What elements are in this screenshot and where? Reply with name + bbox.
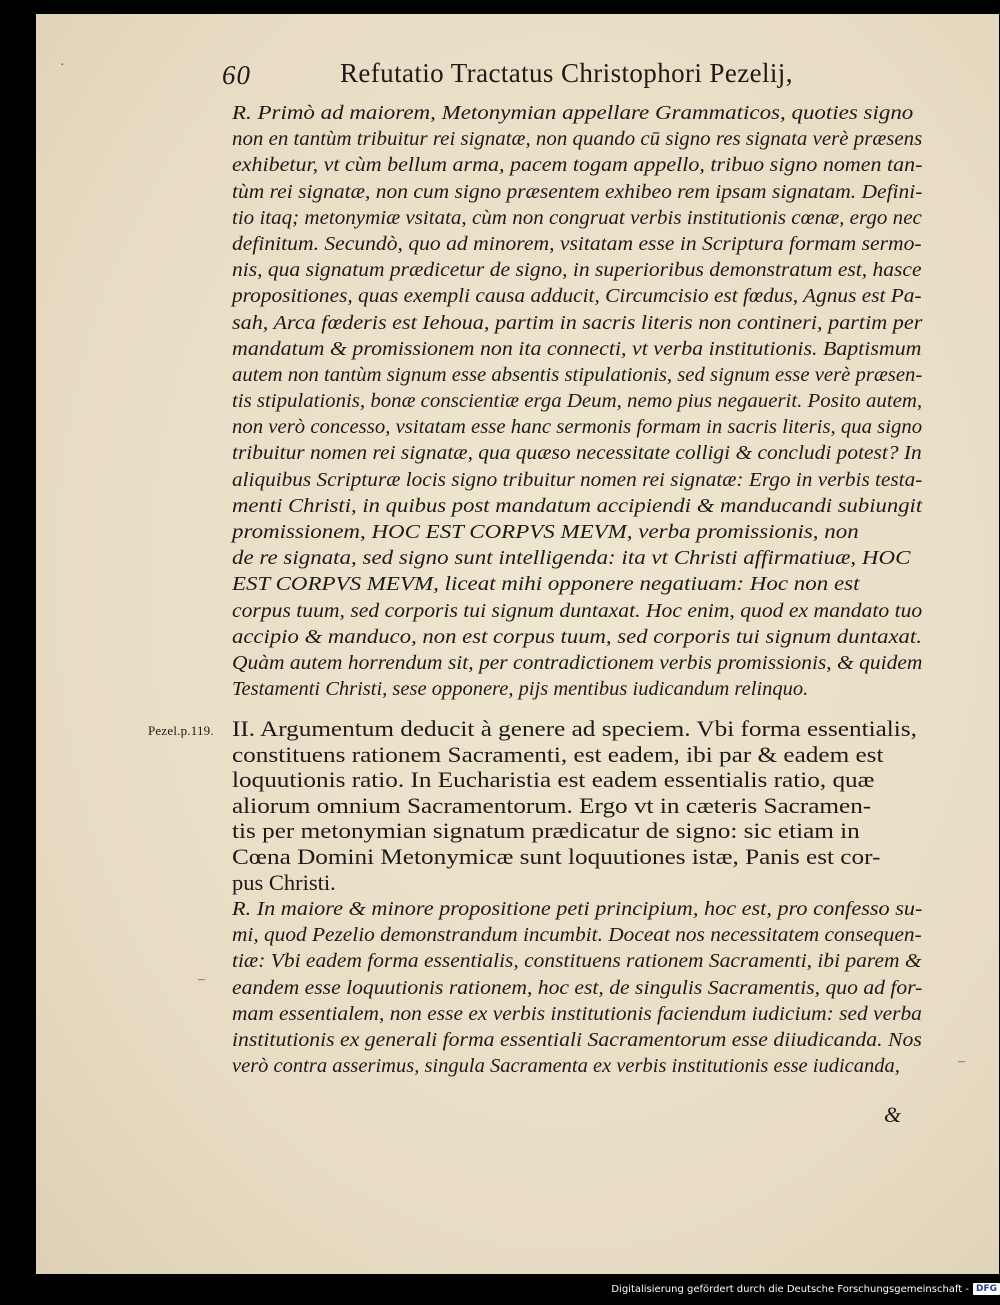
page-number: 60 [222, 60, 251, 90]
text-line: promissionem, HOC EST CORPVS MEVM, verba promissionis, non [232, 521, 859, 543]
text-line: loquutionis ratio. In Eucharistia est eadem essentialis ratio, quæ [232, 767, 875, 793]
text-line: institutionis ex generali forma essentiali Sacramentorum esse diiudicanda. Nos [232, 1028, 922, 1051]
text-line: propositiones, quas exempli causa adducit, Circumcisio est fœdus, Agnus est Pa- [232, 285, 922, 308]
text-line: accipio & manduco, non est corpus tuum, sed corporis tui signum duntaxat. [232, 625, 922, 648]
text-line: tis stipulationis, bonæ conscientiæ erga Deum, nemo pius negauerit. Posito autem, [232, 390, 923, 413]
catchword: & [884, 1102, 902, 1127]
ink-speck: · [60, 58, 65, 73]
text-line: mam essentialem, non esse ex verbis institutionis faciendum iudicium: sed verba [232, 1002, 922, 1025]
text-line: aliquibus Scripturæ locis signo tribuitur nomen rei signatæ: Ergo in verbis testa- [232, 468, 923, 491]
paragraph-refutation-1 [232, 100, 922, 702]
ink-mark: – [198, 972, 205, 987]
text-line: tùm rei signatæ, non cum signo præsentem exhibeo rem ipsam signatam. Defini- [232, 180, 923, 203]
text-line: de re signata, sed signo sunt intelligenda: ita vt Christi affirmatiuæ, HOC [232, 547, 911, 570]
text-line: menti Christi, in quibus post mandatum accipiendi & manducandi subiungit [232, 494, 923, 517]
text-line: corpus tuum, sed corporis tui signum duntaxat. Hoc enim, quod ex mandato tuo [232, 599, 923, 622]
paragraph-refutation-2 [232, 896, 922, 1079]
running-head [36, 56, 999, 96]
text-line: tis per metonymian signatum prædicatur de signo: sic etiam in [232, 818, 860, 844]
text-line: pus Christi. [232, 869, 336, 895]
text-line: non en tantùm tribuitur rei signatæ, non quando cū signo res signata verè præsens [232, 128, 923, 151]
text-line: tribuitur nomen rei signatæ, qua quæso necessitate colligi & concludi potest? In [232, 442, 922, 465]
text-line: Cœna Domini Metonymicæ sunt loquutiones istæ, Panis est cor- [232, 843, 881, 869]
text-line: Quàm autem horrendum sit, per contradictionem verbis promissionis, & quidem [232, 651, 923, 674]
text-line: constituens rationem Sacramenti, est eadem, ibi par & eadem est [232, 741, 884, 767]
text-line: autem non tantùm signum esse absentis stipulationis, sed signum esse verè præsen- [232, 363, 923, 386]
text-line: exhibetur, vt cùm bellum arma, pacem togam appello, tribuo signo nomen tan- [232, 154, 923, 177]
running-title: Refutatio Tractatus Christophori Pezelij, [340, 58, 793, 88]
text-line: R. In maiore & minore propositione peti principium, hoc est, pro confesso su- [232, 898, 923, 920]
text-line: R. Primò ad maiorem, Metonymian appellare Grammaticos, quoties signo [232, 102, 914, 124]
text-line: tio itaq; metonymiæ vsitata, cùm non congruat verbis institutionis cœnæ, ergo nec [232, 206, 922, 229]
text-line: definitum. Secundò, quo ad minorem, vsitatam esse in Scriptura formam sermo- [232, 232, 922, 255]
text-line: aliorum omnium Sacramentorum. Ergo vt in cæteris Sacramen- [232, 792, 872, 818]
credit-text: Digitalisierung gefördert durch die Deutsche Forschungsgemeinschaft - [611, 1283, 969, 1295]
text-line: tiæ: Vbi eadem forma essentialis, constituens rationem Sacramenti, ibi parem & [232, 950, 922, 973]
ink-mark: – [958, 1054, 965, 1069]
margin-note: Pezel.p.119. [148, 723, 214, 738]
paragraph-argument-2 [232, 716, 922, 895]
text-line: nis, qua signatum prædicetur de signo, in superioribus demonstratum est, hasce [232, 259, 922, 282]
text-line: eandem esse loquutionis rationem, hoc est, de singulis Sacramentis, quo ad for- [232, 976, 923, 999]
text-line: mandatum & promissionem non ita connecti, vt verba institutionis. Baptismum [232, 337, 922, 360]
digitization-credit [611, 1281, 1000, 1297]
text-line: non verò concesso, vsitatam esse hanc sermonis formam in sacris literis, qua signo [232, 416, 923, 439]
text-line: verò contra asserimus, singula Sacramenta ex verbis institutionis esse iudicanda, [232, 1055, 900, 1078]
book-page [36, 14, 999, 1274]
dfg-logo-icon: DFG [973, 1283, 1000, 1295]
text-line: mi, quod Pezelio demonstrandum incumbit. Doceat nos necessitatem consequen- [232, 924, 922, 947]
text-line: EST CORPVS MEVM, liceat mihi opponere negatiuam: Hoc non est [232, 573, 860, 596]
text-line: Testamenti Christi, sese opponere, pijs mentibus iudicandum relinquo. [232, 678, 809, 701]
text-line: II. Argumentum deducit à genere ad speciem. Vbi forma essentialis, [232, 716, 917, 741]
text-line: sah, Arca fœderis est Iehoua, partim in sacris literis non contineri, partim per [232, 311, 923, 334]
